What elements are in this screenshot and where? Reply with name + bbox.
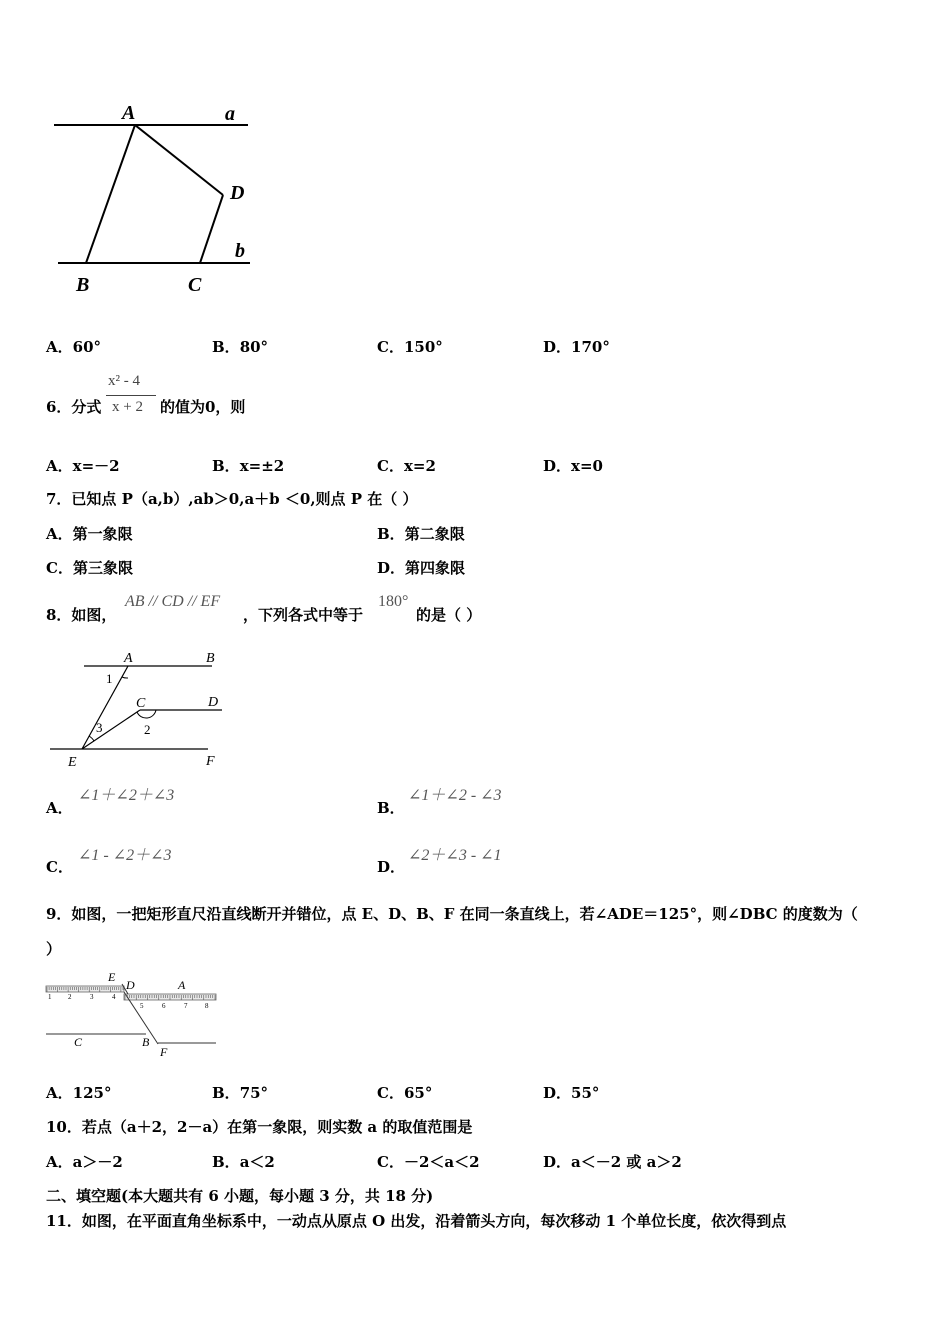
q9-option-b[interactable]: B．75°	[212, 1084, 269, 1102]
q8-stem-middle: ，下列各式中等于	[243, 606, 364, 624]
q10-option-b[interactable]: B．a＜2	[212, 1153, 275, 1171]
angle-label-2: 2	[144, 722, 151, 737]
q10-option-d[interactable]: D．a＜－2 或 a＞2	[543, 1153, 682, 1171]
tick-label-5: 5	[140, 1002, 144, 1010]
q8-stem-prefix: 8．如图，	[46, 606, 117, 624]
q6-fraction-bar	[106, 395, 156, 396]
label-B: B	[76, 274, 90, 296]
q11-stem: 11．如图，在平面直角坐标系中，一动点从原点 O 出发，沿着箭头方向，每次移动 1 个单位长度，依次得到点	[46, 1212, 787, 1230]
label-A: A	[122, 102, 136, 124]
segment-AE	[82, 666, 128, 749]
label-C: C	[188, 274, 202, 296]
label-C: C	[136, 696, 146, 711]
q8-option-c-expr: ∠1 - ∠2＋∠3	[78, 847, 172, 864]
angle-label-1: 1	[106, 671, 113, 686]
q8-option-b-letter[interactable]: B．	[377, 799, 405, 817]
q9-figure	[44, 968, 220, 1064]
q6-option-b[interactable]: B．x=±2	[212, 457, 285, 475]
q10-stem: 10．若点（a＋2，2－a）在第一象限，则实数 a 的取值范围是	[46, 1118, 473, 1136]
q7-option-b[interactable]: B．第二象限	[377, 525, 465, 543]
tick-label-2: 2	[68, 993, 72, 1001]
q6-option-c[interactable]: C．x=2	[377, 457, 436, 475]
q7-stem: 7．已知点 P（a,b）,ab＞0,a＋b ＜0,则点 P 在（ ）	[46, 490, 418, 508]
label-D: D	[126, 978, 135, 992]
q6-stem-prefix: 6．分式	[46, 398, 102, 416]
segment-AB	[86, 125, 135, 263]
angle-1-arc	[122, 677, 128, 678]
label-F: F	[206, 754, 215, 769]
q8-option-c-letter[interactable]: C．	[46, 858, 73, 876]
label-E: E	[108, 970, 116, 984]
q9-option-c[interactable]: C．65°	[377, 1084, 433, 1102]
q8-option-a-letter[interactable]: A．	[46, 799, 73, 817]
tick-label-8: 8	[205, 1002, 209, 1010]
label-A: A	[178, 978, 186, 992]
q6-stem-suffix: 的值为0，则	[160, 398, 246, 416]
label-A: A	[124, 651, 133, 666]
label-D: D	[230, 182, 245, 204]
q5-option-a[interactable]: A．60°	[46, 338, 102, 356]
label-D: D	[208, 695, 219, 710]
label-E: E	[68, 755, 77, 770]
q5-option-c[interactable]: C．150°	[377, 338, 443, 356]
angle-label-3: 3	[96, 720, 103, 735]
q7-option-d[interactable]: D．第四象限	[377, 559, 466, 577]
section-2-title: 二、填空题(本大题共有 6 小题，每小题 3 分，共 18 分)	[46, 1187, 434, 1205]
tick-label-3: 3	[90, 993, 94, 1001]
q5-option-b[interactable]: B．80°	[212, 338, 269, 356]
q6-option-a[interactable]: A．x=－2	[46, 457, 120, 475]
q7-option-c[interactable]: C．第三象限	[46, 559, 133, 577]
q8-option-d-letter[interactable]: D．	[377, 858, 406, 876]
q6-numerator: x² - 4	[108, 373, 140, 389]
q8-parallel-expression: AB // CD // EF	[125, 593, 221, 610]
q8-option-b-expr: ∠1＋∠2 - ∠3	[408, 787, 502, 804]
tick-label-4: 4	[112, 993, 116, 1001]
label-C: C	[74, 1035, 83, 1049]
q9-option-a[interactable]: A．125°	[46, 1084, 112, 1102]
label-F: F	[160, 1045, 168, 1059]
angle-2-arc	[137, 710, 156, 718]
label-b: b	[235, 240, 245, 262]
q8-stem-suffix: 的是（ ）	[416, 606, 482, 624]
label-B: B	[206, 651, 215, 666]
q8-figure	[44, 646, 234, 772]
angle-3-arc	[89, 736, 94, 741]
q8-option-d-expr: ∠2＋∠3 - ∠1	[408, 847, 502, 864]
tick-label-6: 6	[162, 1002, 166, 1010]
tick-label-7: 7	[184, 1002, 188, 1010]
label-a: a	[225, 103, 235, 125]
q6-option-d[interactable]: D．x=0	[543, 457, 603, 475]
q8-option-a-expr: ∠1＋∠2＋∠3	[78, 787, 175, 804]
segment-AD	[135, 125, 223, 195]
q5-figure	[40, 95, 270, 305]
segment-DC	[200, 195, 223, 263]
segment-CE	[82, 710, 140, 749]
q5-option-d[interactable]: D．170°	[543, 338, 610, 356]
q9-option-d[interactable]: D．55°	[543, 1084, 600, 1102]
label-B: B	[142, 1035, 150, 1049]
q9-stem: 9．如图，一把矩形直尺沿直线断开并错位，点 E、D、B、F 在同一条直线上，若∠ADE＝125°，则∠DBC 的度数为（	[46, 905, 858, 923]
q10-option-c[interactable]: C．－2＜a＜2	[377, 1153, 480, 1171]
q10-option-a[interactable]: A．a＞－2	[46, 1153, 123, 1171]
q8-angle-value: 180°	[378, 593, 409, 610]
q9-stem-end: ）	[46, 940, 62, 958]
q7-option-a[interactable]: A．第一象限	[46, 525, 133, 543]
tick-label-1: 1	[48, 993, 52, 1001]
q6-denominator: x + 2	[112, 399, 143, 415]
